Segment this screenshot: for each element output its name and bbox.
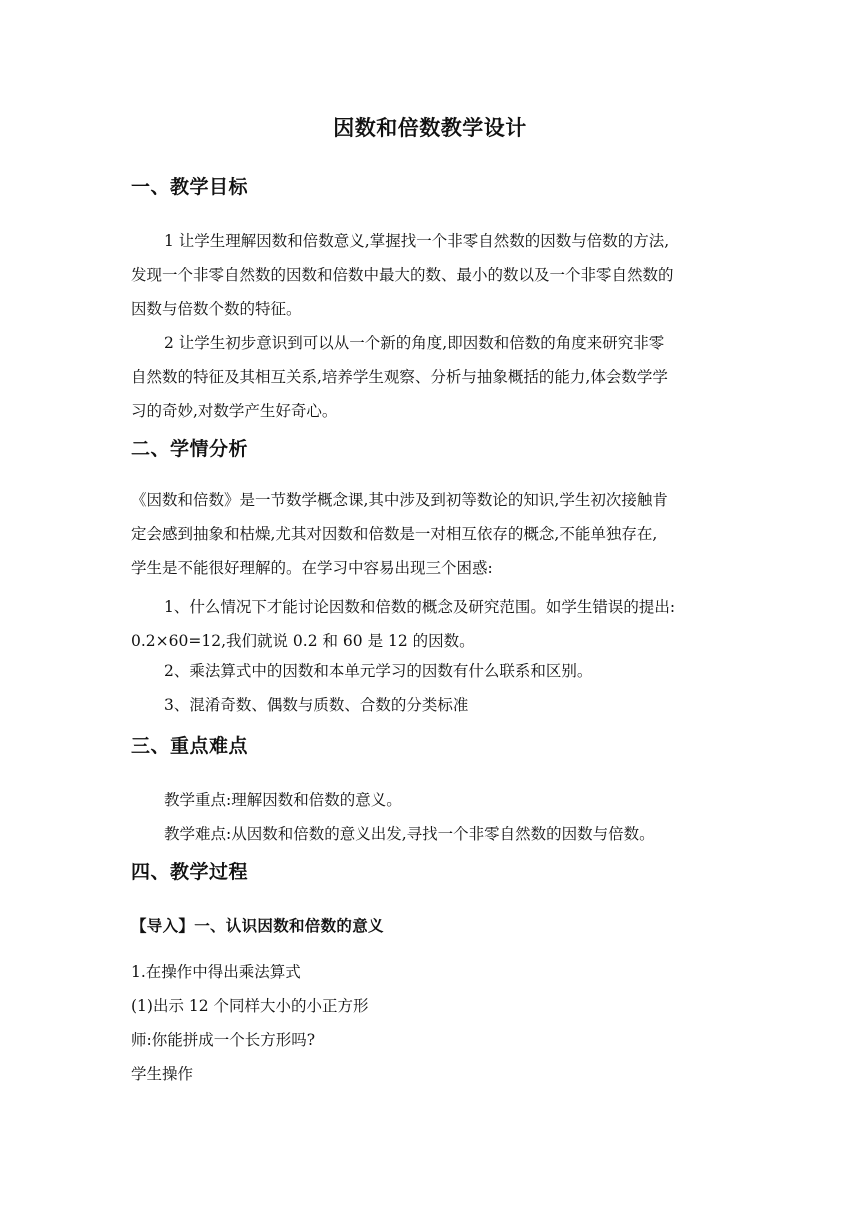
paragraph-line: 定会感到抽象和枯燥,尤其对因数和倍数是一对相互依存的概念,不能单独存在, xyxy=(131,525,658,543)
key-difficulty: 教学难点:从因数和倍数的意义出发,寻找一个非零自然数的因数与倍数。 xyxy=(164,825,655,843)
paragraph-line: 发现一个非零自然数的因数和倍数中最大的数、最小的数以及一个非零自然数的 xyxy=(131,266,674,284)
goals-item-2 xyxy=(131,326,731,428)
goals-item-1 xyxy=(131,224,731,326)
paragraph-line: 1、什么情况下才能讨论因数和倍数的概念及研究范围。如学生错误的提出: xyxy=(164,598,676,616)
process-subheading: 【导入】一、认识因数和倍数的意义 xyxy=(131,917,384,935)
paragraph-line: (1)出示 12 个同样大小的小正方形 xyxy=(131,997,369,1015)
paragraph-line: 学生操作 xyxy=(131,1065,194,1083)
section-heading-analysis: 二、学情分析 xyxy=(131,438,249,460)
paragraph-line: 习的奇妙,对数学产生好奇心。 xyxy=(131,402,338,420)
analysis-point-2: 2、乘法算式中的因数和本单元学习的因数有什么联系和区别。 xyxy=(164,662,593,680)
document-title: 因数和倍数教学设计 xyxy=(333,116,527,140)
paragraph-line: 2 让学生初步意识到可以从一个新的角度,即因数和倍数的角度来研究非零 xyxy=(164,334,665,352)
process-lines xyxy=(131,955,731,1091)
paragraph-line: 师:你能拼成一个长方形吗? xyxy=(131,1031,316,1049)
paragraph-line: 1.在操作中得出乘法算式 xyxy=(131,963,301,981)
analysis-point-3: 3、混淆奇数、偶数与质数、合数的分类标准 xyxy=(164,696,469,714)
paragraph-line: 因数与倍数个数的特征。 xyxy=(131,300,302,318)
paragraph-line: 《因数和倍数》是一节数学概念课,其中涉及到初等数论的知识,学生初次接触肯 xyxy=(131,491,668,509)
paragraph-line: 0.2×60=12,我们就说 0.2 和 60 是 12 的因数。 xyxy=(131,632,475,650)
section-heading-process: 四、教学过程 xyxy=(131,861,249,883)
paragraph-line: 1 让学生理解因数和倍数意义,掌握找一个非零自然数的因数与倍数的方法, xyxy=(164,232,670,250)
section-heading-goals: 一、教学目标 xyxy=(131,176,249,198)
key-focus: 教学重点:理解因数和倍数的意义。 xyxy=(164,791,402,809)
analysis-intro xyxy=(131,483,731,585)
paragraph-line: 学生是不能很好理解的。在学习中容易出现三个困惑: xyxy=(131,559,493,577)
section-heading-key: 三、重点难点 xyxy=(131,735,249,757)
paragraph-line: 自然数的特征及其相互关系,培养学生观察、分析与抽象概括的能力,体会数学学 xyxy=(131,368,668,386)
analysis-point-1 xyxy=(131,590,731,658)
